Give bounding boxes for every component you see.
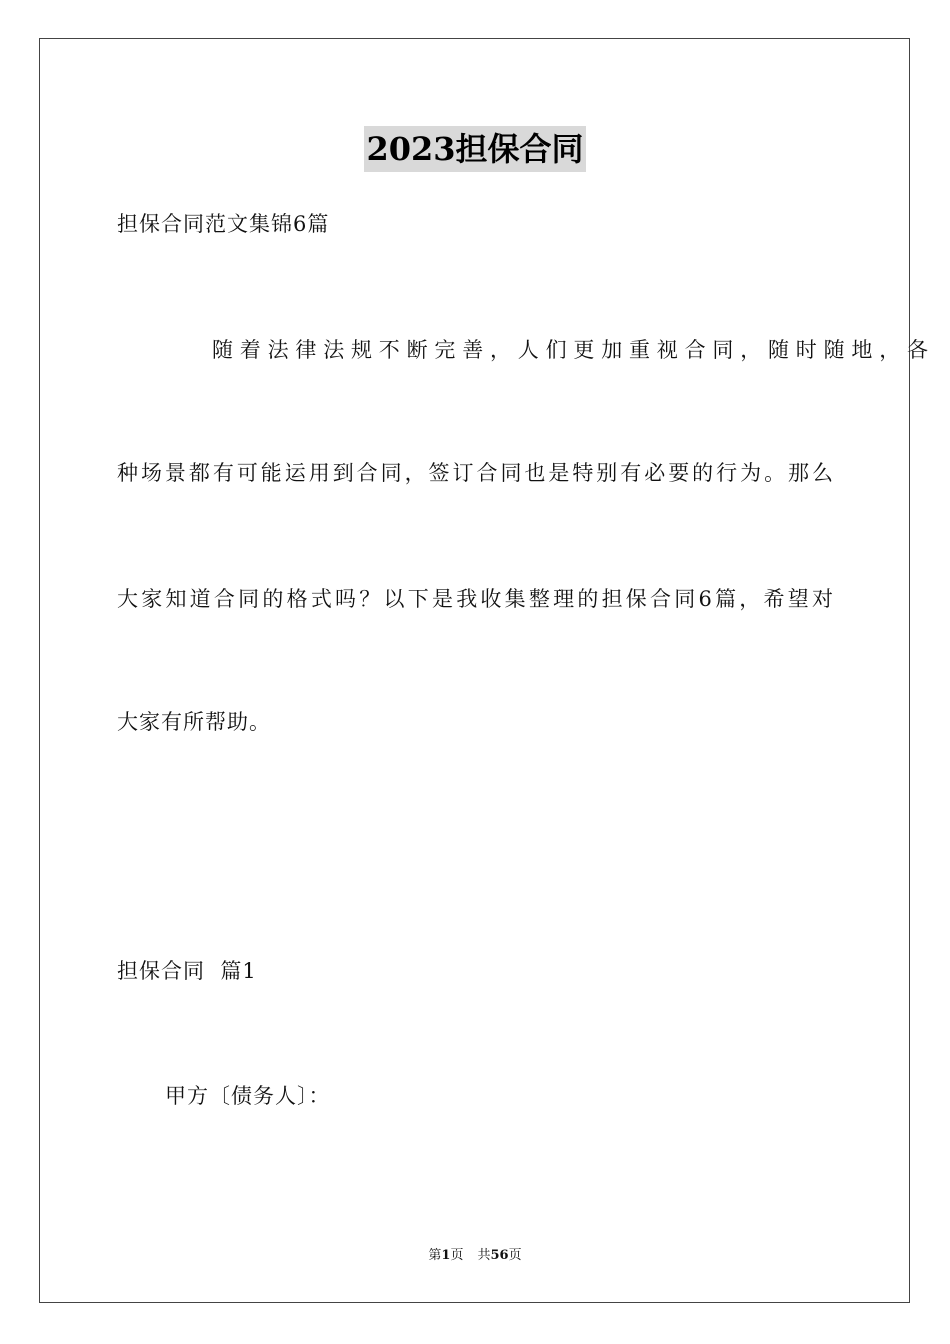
document-title: 2023担保合同 [364,126,585,172]
intro-line-1: 随着法律法规不断完善，人们更加重视合同，随时随地，各 [212,338,928,362]
intro-line-2: 种场景都有可能运用到合同，签订合同也是特别有必要的行为。那么 [117,461,833,485]
section-heading: 担保合同 篇1 [117,959,257,983]
intro-line-4: 大家有所帮助。 [117,710,271,734]
page-suffix: 页 [450,1248,464,1263]
party-a-label: 甲方〔债务人〕： [165,1084,331,1108]
total-prefix: 共 [477,1248,491,1263]
document-subtitle: 担保合同范文集锦6篇 [117,212,330,236]
page-prefix: 第 [428,1248,442,1263]
total-suffix: 页 [508,1248,522,1263]
page-current: 1 [441,1248,451,1263]
title-container [0,126,950,172]
intro-line-3: 大家知道合同的格式吗？以下是我收集整理的担保合同6篇，希望对 [117,587,833,611]
page-footer [0,1247,950,1265]
page-total: 56 [490,1248,509,1263]
